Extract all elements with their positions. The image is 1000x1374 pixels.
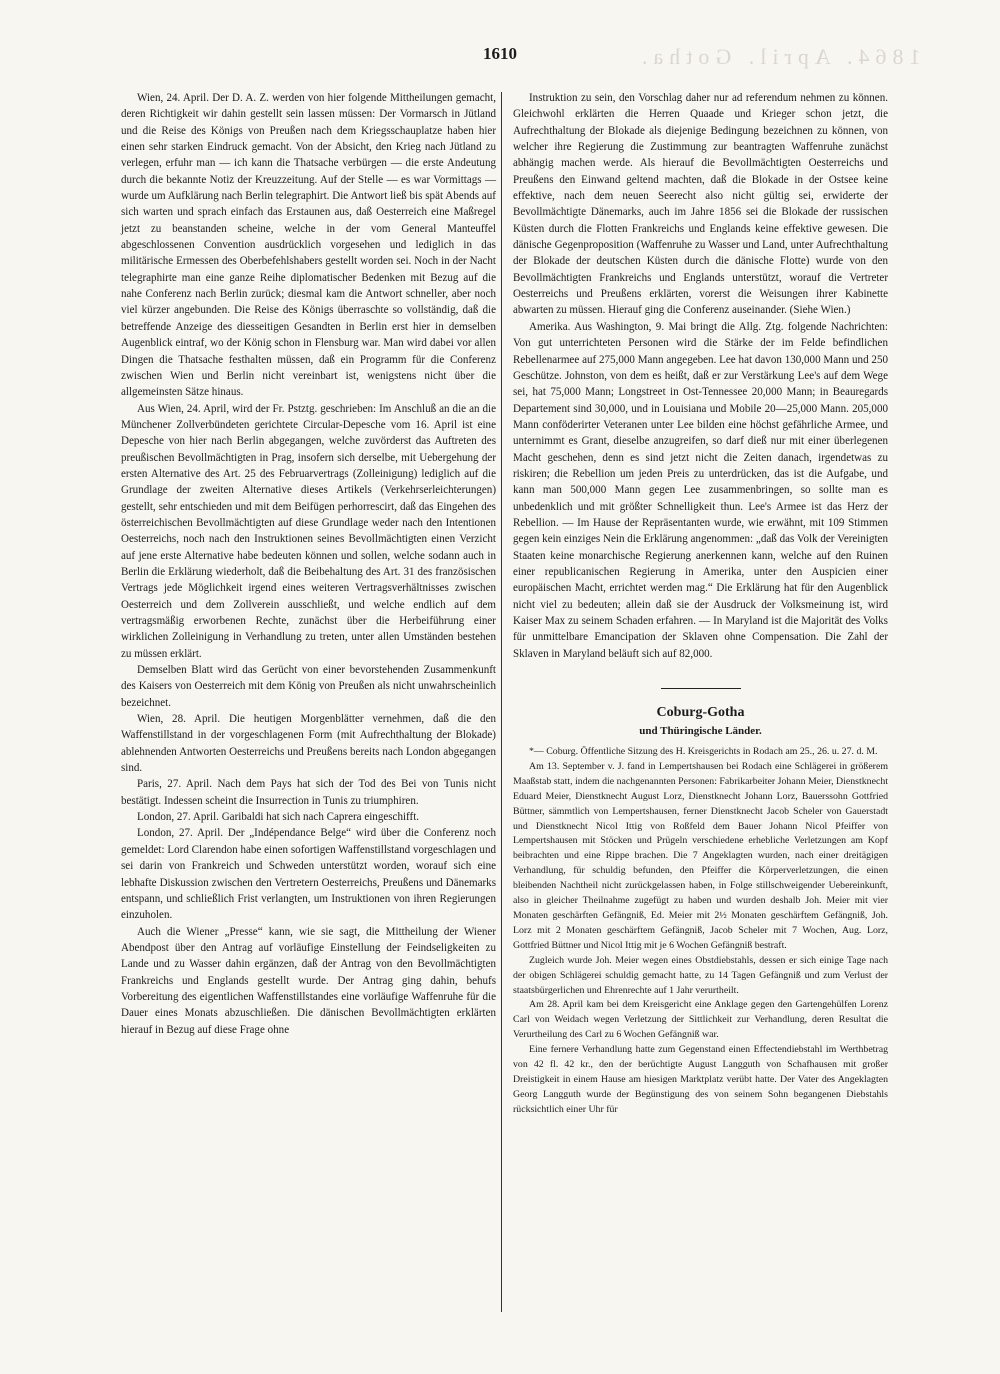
article-paragraph: Instruktion zu sein, den Vorschlag daher nur ad referendum nehmen zu können. Gleichwohl erklärten die Herren Quaade und Krieger schon jetzt, die Aufrechthaltung der Blokade als diejenige Bedingung bezeichnen zu können, von welcher ihre Regierung die Zustimmung zur beantragten Waffenruhe zunächst abhängig machen werde. Als hierauf die Bevollmächtigten Oesterreichs und Preußens den Einwand geltend machten, daß die Blokade in der Ostsee keine effektive, nach dem neuen Seerecht also nicht gültig sei, erwiderte der Bevollmächtigte Dänemarks, auch im Jahre 1856 sei die Blokade der russischen Küsten durch die Flotten Frankreichs und Englands keine effektive gewesen. Die dänische Gegenproposition (Waffenruhe zu Wasser und Land, unter Aufrechthaltung der Blokade der deutschen Küsten durch die dänische Flotte) wurde von den Bevollmächtigten Frankreichs und Englands unterstützt, worauf die Vertreter Oesterreichs und Preußens erklärten, vorerst die Weisungen ihrer Kabinette abwarten zu müssen. Hierauf ging die Conferenz auseinander. (Siehe Wien.) xyxy=(513,92,888,317)
left-column xyxy=(121,90,496,1038)
column-divider xyxy=(501,92,502,1312)
article-paragraph: London, 27. April. Garibaldi hat sich nach Caprera eingeschifft. xyxy=(137,811,420,824)
article-paragraph: Amerika. Aus Washington, 9. Mai bringt die Allg. Ztg. folgende Nachrichten: Von gut unterrichteten Personen wird die Stärke der im Felde befindlichen Rebellenarmee auf 275,000 Mann angegeben. Lee hat davon 130,000 Mann und 250 Geschütze. Johnston, von dem es heißt, daß er zur Verstärkung Lee's auf dem Wege sei, hat 75,000 Mann; Longstreet in Ost-Tennessee 20,000 Mann; in Beauregards Departement sind 30,000, und in Louisiana und Mobile 20—25,000 Mann. 205,000 Mann conföderirter Veteranen unter Lee bilden eine höchst gefährliche Armee, und unternimmt es Grant, dieselbe anzugreifen, so darf dieß nur mit einer überlegenen Macht geschehen, denn es sind jetzt nicht die Zeiten danach, irgendetwas zu riskiren; die Rebellion um jeden Preis zu unterdrücken, das ist die Aufgabe, und kann man 500,000 Mann gegen Lee zusammenbringen, so sollte man es unbedenklich und mit größter Schnelligkeit thun. Lee's Armee ist das Herz der Rebellion. — Im Hause der Repräsentanten wurde, wie erwähnt, mit 109 Stimmen gegen kein einziges Nein die Erklärung angenommen: „daß das Volk der Vereinigten Staaten keine monarchische Regierung anerkennen kann, welche auf den Ruinen einer republicanischen Regierung in Amerika, unter den Auspicien einer europäischen Macht, errichtet werden mag.“ Die Erklärung hat für den Augenblick nicht viel zu bedeuten; allein daß sie der Ausdruck der Volksmeinung ist, wird Kaiser Max zu seinem Schaden erfahren. — In Maryland ist die Majorität des Volks für unmittelbare Emancipation der Sklaven ohne Compensation. Die Zahl der Sklaven in Maryland beläuft sich auf 82,000. xyxy=(513,320,888,660)
court-report-paragraph: Am 13. September v. J. fand in Lempertshausen bei Rodach eine Schlägerei in größerem Maaßstab statt, indem die nachgenannten Personen: Fabrikarbeiter Johann Meier, Dienstknecht Eduard Meier, Dienstknecht August Lorz, Dienstknecht Johann Lorz, Bauerssohn Gottfried Büttner, sämmtlich von Lempertshausen, ferner Dienstknecht Jacob Scheler von Gauerstadt und Dienstknecht Nicol Ittig von Roßfeld dem Bauer Johann Nicol Pfeiffer von Lempertshausen mit Stöcken und Prügeln verschiedene erhebliche Verletzungen am Kopf beibrachten und eine Rippe brachen. Die 7 Angeklagten wurden, nach einer dreitägigen Verhandlung, für schuldig befunden, den Pfeiffer die Körperverletzungen, die einen bleibenden Nachtheil nicht zurückgelassen haben, in Folge stillschweigender Uebereinkunft, also in gleicher Theilnahme zugefügt zu haben und wurden deshalb Joh. Meier mit vier Monaten geschärften Gefängniß, Ed. Meier mit 2½ Monaten geschärftem Gefängniß, Joh. Lorz mit 2 Monaten geschärftem Gefängniß, Jacob Scheler mit 7 Wochen, Aug. Lorz, Gottfried Büttner und Nicol Ittig mit je 6 Wochen Gefängniß bestraft. xyxy=(513,760,888,951)
court-report-paragraph: Am 28. April kam bei dem Kreisgericht eine Anklage gegen den Gartengehülfen Lorenz Carl von Weidach wegen Verletzung der Sittlichkeit zur Verhandlung, deren Resultat die Verurtheilung des Carl zu 6 Wochen Gefängniß war. xyxy=(513,999,888,1041)
article-paragraph: Aus Wien, 24. April, wird der Fr. Pstztg. geschrieben: Im Anschluß an die an die Münchener Zollverbündeten gerichtete Circular-Depesche vom 16. April ist eine Depesche von hier nach Berlin abgegangen, welche zuvörderst das Auftreten des preußischen Bevollmächtigten in Prag, insofern sich derselbe, mit Uebergehung der ersten Alternative des Art. 25 des Februarvertrags (Zolleinigung) lediglich auf die Grundlage der zweiten Alternative dieses Artikels (Verkehrserleichterungen) gestellt, sehr entschieden und mit dem Beifügen perhorrescirt, daß das Eingehen des österreichischen Bevollmächtigten auf diese Grundlage weder nach den Intentionen Oesterreichs, noch nach den Instruktionen seines Bevollmächtigten einen Verzicht auf jene erste Alternative habe bedeuten können und sollen, welche sodann auch in Berlin die Erklärung wiederholt, daß die Beibehaltung des Art. 31 des französischen Vertrags jede Möglichkeit irgend eines weiteren Vertragsverhältnisses zwischen Oesterreich und dem Zollverein ausschließt, und welche endlich auf dem vertragsmäßig erworbenen Rechte, zunächst über die Herbeiführung einer wirklichen Zolleinigung in Verhandlung zu treten, unter allen Umständen bestehen zu müssen erklärt. xyxy=(121,402,496,660)
section-body xyxy=(513,745,888,1118)
article-paragraph: Wien, 24. April. Der D. A. Z. werden von hier folgende Mittheilungen gemacht, deren Richtigkeit wir dahin gestellt sein lassen müssen: Der Vormarsch in Jütland und die Reise des Königs von Preußen nach dem Kriegsschauplatze haben hier einen sehr starken Eindruck gemacht. Von der Absicht, den Krieg nach Jütland zu verlegen, erfuhr man — ich kann die Thatsache verbürgen — die erste Andeutung durch die bekannte Notiz der Kreuzzeitung. Auf der Stelle — es war Vormittags — wurde um Aufklärung nach Berlin telegraphirt. Die Antwort ließ bis spät Abends auf sich warten und sprach einfach das Erstaunen aus, daß Oesterreich eine Maßregel jetzt zu beanstanden scheine, welche in der vom General Manteuffel abgeschlossenen Convention ausdrücklich vorgesehen und lediglich in das militärische Ermessen des Oberbefehlshabers gestellt worden sei. Noch in der Nacht telegraphirte man eine ganze Reihe diplomatischer Bedenken mit Bezug auf die nahe Conferenz nach Berlin zurück; diesmal kam die Antwort schneller, aber noch viel kürzer angebunden. Die Reise des Königs überraschte so vollständig, daß die betreffende Anzeige des diesseitigen Gesandten in Berlin erst hier in demselben Augenblick eintraf, wo der König schon in Flensburg war. Man wird dabei vor allen Dingen die Thatsache festhalten müssen, daß ein Programm für die Conferenz zwischen Wien und Berlin nicht vereinbart ist, wenigstens nicht über die allgemeinsten Sätze hinaus. xyxy=(121,92,496,399)
article-paragraph: London, 27. April. Der „Indépendance Belge“ wird über die Conferenz noch gemeldet: Lord Clarendon habe einen sofortigen Waffenstillstand vorgeschlagen und sei darin von Frankreich und Schweden unterstützt worden, worauf sich eine lebhafte Diskussion zwischen den Vertretern Oesterreichs, Preußens und Dänemarks entspann, und schließlich Frist verlangten, um Instruktionen von ihren Regierungen einzuholen. xyxy=(121,827,496,922)
court-report-paragraph: *— Coburg. Öffentliche Sitzung des H. Kreisgerichts in Rodach am 25., 26. u. 27. d. M. xyxy=(529,746,878,758)
court-report-paragraph: Zugleich wurde Joh. Meier wegen eines Obstdiebstahls, dessen er sich einige Tage nach der obigen Schlägerei schuldig gemacht hatte, zu 14 Tagen Gefängniß und zum Verlust der staatsbürgerlichen und Ehrenrechte auf 1 Jahr verurtheilt. xyxy=(513,954,888,996)
section-subtitle: und Thüringische Länder. xyxy=(639,725,762,738)
page-number: 1610 xyxy=(483,44,517,63)
article-paragraph: Paris, 27. April. Nach dem Pays hat sich der Tod des Bei von Tunis nicht bestätigt. Indessen scheint die Insurrection in Tunis zu triumphiren. xyxy=(121,778,496,807)
section-separator xyxy=(661,688,741,689)
right-column xyxy=(513,90,888,1118)
section-title: Coburg-Gotha xyxy=(656,705,745,721)
article-paragraph: Demselben Blatt wird das Gerücht von einer bevorstehenden Zusammenkunft des Kaisers von Oesterreich mit dem König von Preußen als nicht unwahrscheinlich bezeichnet. xyxy=(121,664,496,709)
article-paragraph: Wien, 28. April. Die heutigen Morgenblätter vernehmen, daß die den Waffenstillstand in der vorgeschlagenen Form (mit Aufrechthaltung der Blokade) ablehnenden Antworten Oesterreichs und Preußens bereits nach London abgegangen sind. xyxy=(121,713,496,775)
court-report-paragraph: Eine fernere Verhandlung hatte zum Gegenstand einen Effectendiebstahl im Werthbetrag von 42 fl. 42 kr., den der berüchtigte August Langguth von Schafhausen mit großer Dreistigkeit in einem Hause am hiesigen Marktplatz verübt hatte. Der Vater des Angeklagten Georg Langguth wurde der Begünstigung des von seinem Sohn begangenen Diebstahls rücksichtlich einer Uhr für xyxy=(513,1044,888,1115)
bleed-through-text: 1864. April. Gotha. xyxy=(635,44,920,69)
article-paragraph: Auch die Wiener „Presse“ kann, wie sie sagt, die Mittheilung der Wiener Abendpost über den Antrag auf vorläufige Einstellung der Feindseligkeiten zu Lande und zu Wasser dahin ergänzen, daß der Antrag von den Bevollmächtigten Frankreichs und Englands gestellt wurde. Der Antrag ging dahin, behufs Vorbereitung des eigentlichen Waffenstillstandes eine vorläufige Waffenruhe für die Dauer eines Monats abzuschließen. Die dänischen Bevollmächtigten erklärten hierauf in Bezug auf diese Frage ohne xyxy=(121,925,496,1036)
